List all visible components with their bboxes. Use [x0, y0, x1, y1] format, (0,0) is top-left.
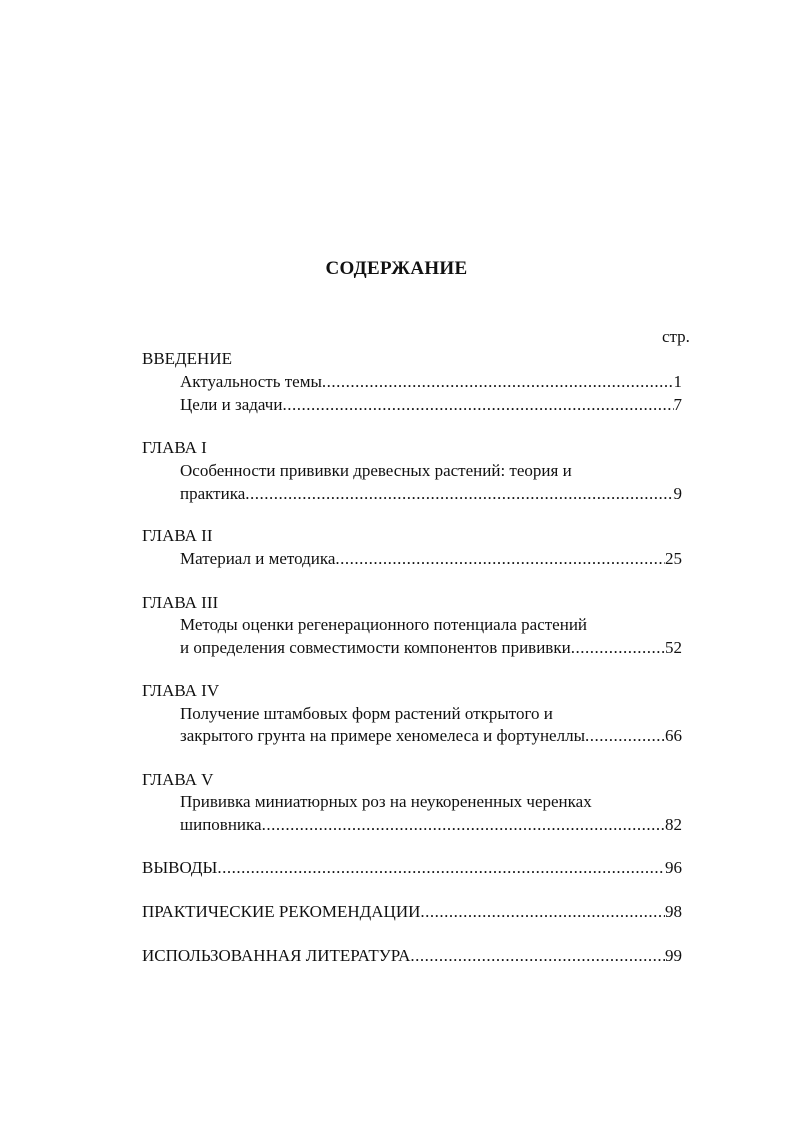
toc-entry-line1: Особенности прививки древесных растений: теория и	[180, 461, 572, 480]
dot-leader	[322, 371, 674, 393]
toc-entry-page: 9	[673, 484, 682, 503]
toc-entry[interactable]	[180, 394, 682, 416]
toc-entry[interactable]	[180, 637, 682, 659]
toc-entry-label: Материал и методика	[180, 549, 336, 568]
toc-entry[interactable]	[180, 371, 682, 393]
toc-entry-page: 7	[673, 395, 682, 414]
section-heading-chapter-4: ГЛАВА IV	[142, 681, 220, 700]
toc-entry-page: 1	[673, 372, 682, 391]
dot-leader	[262, 814, 665, 836]
toc-entry-label: практика	[180, 484, 246, 503]
toc-entry[interactable]	[180, 548, 682, 570]
toc-entry-label: ВЫВОДЫ	[142, 858, 218, 877]
toc-entry-line1: Методы оценки регенерационного потенциала растений	[180, 615, 588, 634]
toc-entry-label: шиповника	[180, 815, 262, 834]
dot-leader	[585, 725, 665, 747]
toc-entry-label: ИСПОЛЬЗОВАННАЯ ЛИТЕРАТУРА	[142, 946, 411, 965]
toc-entry-page: 25	[665, 549, 682, 568]
dot-leader	[335, 548, 665, 570]
toc-entry-line1: Прививка миниатюрных роз на неукорененных черенках	[180, 792, 592, 811]
page-title: СОДЕРЖАНИЕ	[325, 258, 468, 279]
dot-leader	[282, 394, 673, 416]
toc-entry-recommendations[interactable]	[142, 901, 682, 923]
toc-entry-conclusions[interactable]	[142, 857, 682, 879]
dot-leader	[420, 901, 665, 923]
section-heading-chapter-5: ГЛАВА V	[142, 770, 214, 789]
dot-leader	[571, 637, 665, 659]
toc-entry-label: ПРАКТИЧЕСКИЕ РЕКОМЕНДАЦИИ	[142, 902, 421, 921]
toc-entry-line1: Получение штамбовых форм растений открытого и	[180, 704, 553, 723]
page-column-label: стр.	[662, 327, 690, 346]
section-heading-chapter-3: ГЛАВА III	[142, 593, 219, 612]
section-heading-intro: ВВЕДЕНИЕ	[142, 349, 232, 368]
toc-entry[interactable]	[180, 725, 682, 747]
toc-entry-references[interactable]	[142, 945, 682, 967]
toc-entry-page: 98	[665, 902, 682, 921]
toc-entry-page: 52	[665, 638, 682, 657]
section-heading-chapter-2: ГЛАВА II	[142, 526, 213, 545]
toc-entry-label: Актуальность темы	[180, 372, 322, 391]
toc-entry-page: 99	[665, 946, 682, 965]
toc-entry-page: 82	[665, 815, 682, 834]
dot-leader	[410, 945, 665, 967]
dot-leader	[245, 483, 673, 505]
toc-entry-label: закрытого грунта на примере хеномелеса и фортунеллы	[180, 726, 585, 745]
toc-entry-label: и определения совместимости компонентов прививки	[180, 638, 571, 657]
toc-entry[interactable]	[180, 483, 682, 505]
toc-entry[interactable]	[180, 814, 682, 836]
dot-leader	[217, 857, 665, 879]
toc-entry-label: Цели и задачи	[180, 395, 283, 414]
toc-entry-page: 96	[665, 858, 682, 877]
section-heading-chapter-1: ГЛАВА I	[142, 438, 207, 457]
toc-entry-page: 66	[665, 726, 682, 745]
